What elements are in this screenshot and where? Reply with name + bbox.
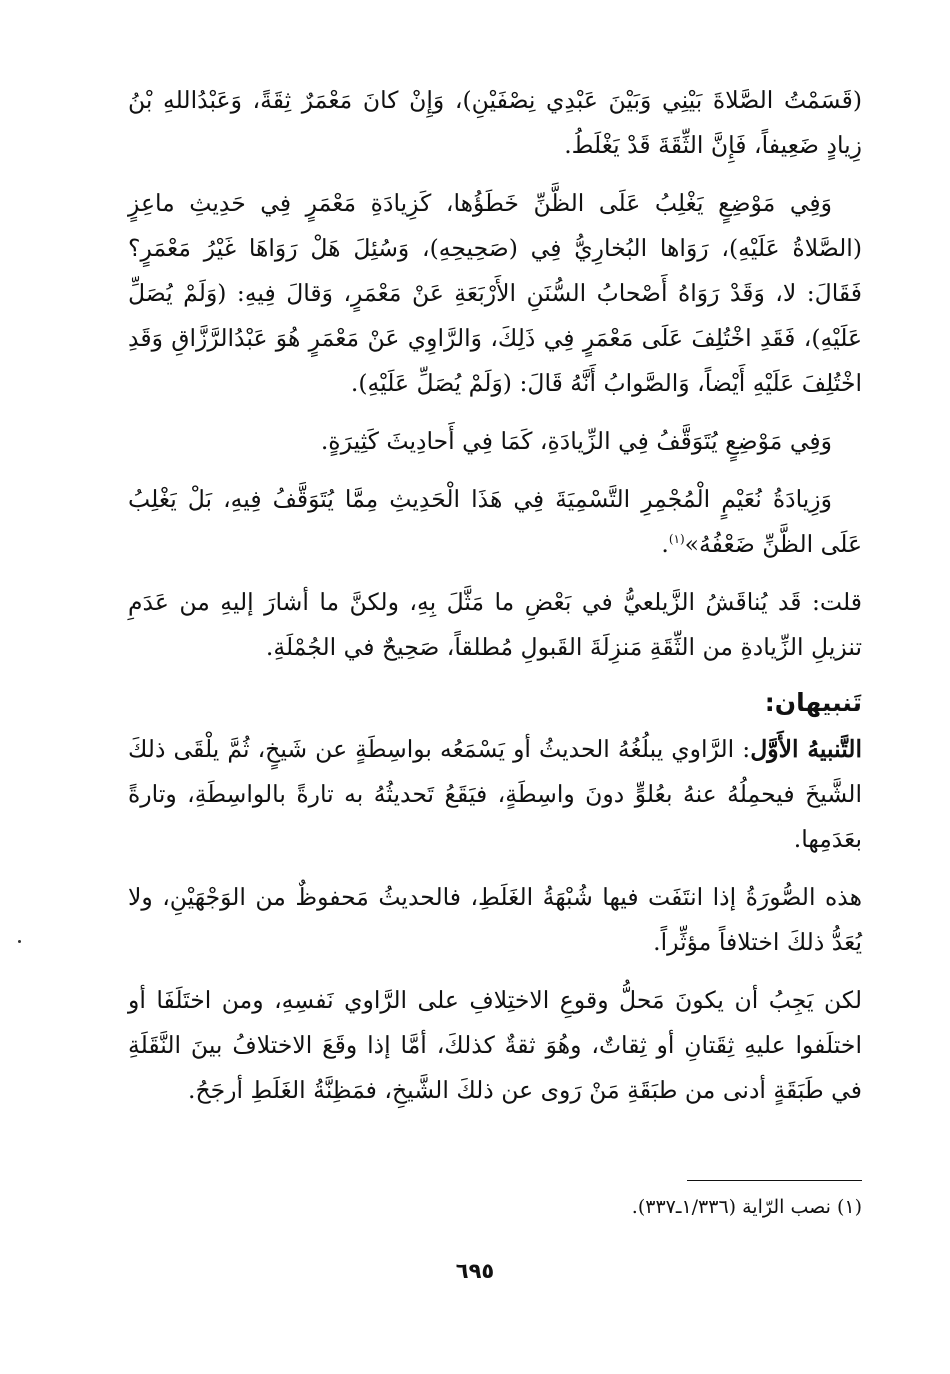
paragraph-two-ways: هذه الصُّورَةُ إذا انتَفَت فيها شُبْهَةُ الغَلَطِ، فالحديثُ مَحفوظٌ من الوَجْهَيْنِ، ولا يُعَدُّ ذلكَ اختلافاً مؤثِّراً. <box>128 883 862 956</box>
first-note-text: : الرَّاوي يبلُغُهُ الحديثُ أو يَسْمَعُه بواسِطَةٍ عن شَيخٍ، ثُمَّ يلْقَى ذلكَ الشَّيخَ فيحمِلُهُ عنهُ بعُلوٍّ دونَ واسِطَةٍ، فيَقَعُ تَحديثُهُ به تارةً بالواسِطَةِ، وتارةً بعَدَمِها. <box>128 735 862 853</box>
footnote-text: نصب الرّاية (١/٣٣٦ـ٣٣٧). <box>631 1196 831 1218</box>
paragraph-continuation: (قَسَمْتُ الصَّلاةَ بَيْنِي وَبَيْنَ عَبْدِي نِصْفَيْنِ)، وَإِنْ كانَ مَعْمَرٌ ثِقَةً، وَعَبْدُاللهِ بْنُ زِيادٍ ضَعِيفاً، فَإِنَّ الثِّقَةَ قَدْ يَغْلَطُ. <box>128 86 862 159</box>
page-body <box>128 78 862 1126</box>
footnote <box>128 1192 862 1222</box>
paragraph-condition: لكن يَجِبُ أن يكونَ مَحلُّ وقوعِ الاختِلافِ على الرَّاوي نَفسِهِ، ومن اختَلَفَا أو اختلَفوا عليهِ ثِقَتانِ أو ثِقاتٌ، وهُوَ ثقةٌ كذلكَ، أمَّا إذا وقَعَ الاختلافُ بينَ النَّقَلَةِ في طَبَقَةٍ أدنى من طبَقَةِ مَنْ رَوى عن ذلكَ الشَّيخِ، فمَظِنَّةُ الغَلَطِ أرجَحُ. <box>128 986 862 1104</box>
first-note-lead: التَّنبيهُ الأَوَّل <box>750 735 862 763</box>
paragraph-nuaym-text: وَزِيادَةُ نُعَيْمٍ الْمُجْمِرِ التَّسْمِيَةَ فِي هَذَا الْحَدِيثِ مِمَّا يُتَوَقَّفُ فِيهِ، بَلْ يَغْلِبُ عَلَى الظَّنِّ ضَعْفُهُ» <box>128 485 862 558</box>
sentence-period: . <box>661 530 669 558</box>
paragraph-nuaym-addition <box>128 477 862 567</box>
scan-speck <box>18 940 21 943</box>
page-number: ٦٩٥ <box>455 1259 495 1283</box>
footnote-reference[interactable]: (١) <box>668 532 685 547</box>
footnote-marker: (١) <box>836 1196 862 1218</box>
paragraph-first-note <box>128 727 862 862</box>
footnote-divider <box>687 1180 862 1181</box>
paragraph-author-note: قلت: قَد يُناقَشُ الزَّيلعيُّ في بَعْضِ ما مَثَّلَ بِهِ، ولكنَّ ما أشارَ إليهِ من عَدَمِ تنزيلِ الزِّيادةِ من الثِّقَةِ مَنزِلَةَ القَبولِ مُطلقاً، صَحِيحٌ في الجُمْلَةِ. <box>128 588 862 661</box>
section-heading: تَنبيهان: <box>764 688 862 717</box>
paragraph-suspended-addition: وَفِي مَوْضِعٍ يُتَوَقَّفُ فِي الزِّيادَةِ، كَمَا فِي أَحادِيثَ كَثِيرَةٍ. <box>320 427 832 455</box>
paragraph-maiz-hadith: وَفِي مَوْضِعٍ يَغْلِبُ عَلَى الظَّنِّ خَطَؤُها، كَزِيادَةِ مَعْمَرٍ فِي حَدِيثِ ماعِزٍ (الصَّلاةُ عَلَيْهِ)، رَوَاها البُخارِيُّ فِي (صَحِيحِهِ)، وَسُئِلَ هَلْ رَوَاهَا غَيْرُ مَعْمَرٍ؟ فَقَالَ: لا، وَقَدْ رَوَاهُ أَصْحابُ السُّنَنِ الأَرْبَعَةِ عَنْ مَعْمَرٍ، وَقالَ فِيهِ: (وَلَمْ يُصَلِّ عَلَيْهِ)، فَقَدِ اخْتُلِفَ عَلَى مَعْمَرٍ فِي ذَلِكَ، وَالرَّاوِي عَنْ مَعْمَرٍ هُوَ عَبْدُالرَّزَّاقِ وَقَدِ اخْتُلِفَ عَلَيْهِ أَيْضاً، وَالصَّوابُ أَنَّهُ قَالَ: (وَلَمْ يُصَلِّ عَلَيْهِ). <box>128 189 862 397</box>
